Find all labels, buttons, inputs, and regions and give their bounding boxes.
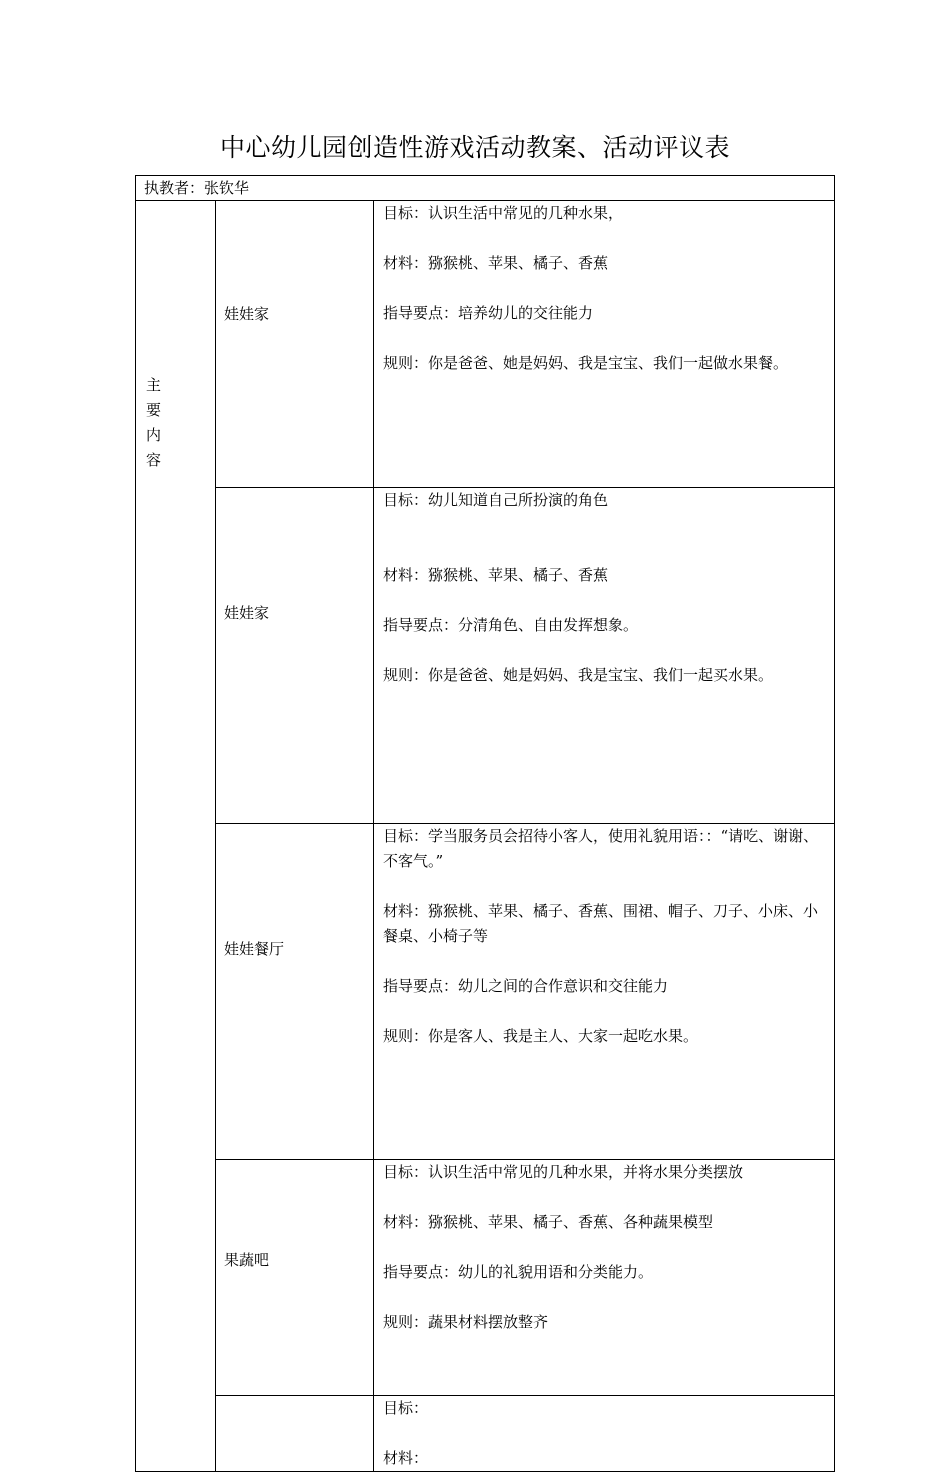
activity-row — [136, 488, 835, 824]
activity-goal: 目标：认识生活中常见的几种水果， — [383, 204, 624, 222]
activity-name: 娃娃家 — [216, 488, 374, 824]
document-title: 中心幼儿园创造性游戏活动教案、活动评议表 — [219, 133, 730, 162]
activity-details — [374, 1160, 835, 1396]
activity-goal: 目标：学当服务员会招待小客人，使用礼貌用语：：“请吃、谢谢、不客气。” — [383, 827, 819, 870]
activity-material: 材料： — [383, 1449, 429, 1467]
activity-material: 材料：猕猴桃、苹果、橘子、香蕉 — [383, 566, 609, 584]
lesson-plan-table — [135, 175, 835, 1472]
activity-row — [136, 201, 835, 488]
activity-details — [374, 824, 835, 1160]
activity-guidance: 指导要点：分清角色、自由发挥想象。 — [383, 616, 639, 634]
activity-rule: 规则：蔬果材料摆放整齐 — [383, 1313, 549, 1331]
activity-name: 果蔬吧 — [216, 1160, 374, 1396]
activity-guidance: 指导要点：幼儿的礼貌用语和分类能力。 — [383, 1263, 654, 1281]
activity-row — [136, 1160, 835, 1396]
activity-row — [136, 824, 835, 1160]
activity-name: 娃娃餐厅 — [216, 824, 374, 1160]
activity-name: 娃娃家 — [216, 201, 374, 488]
teacher-cell: 执教者：张钦华 — [136, 176, 835, 201]
activity-details — [374, 201, 835, 488]
main-content-label-cell — [136, 201, 216, 1472]
activity-row — [136, 1396, 835, 1472]
teacher-row — [136, 176, 835, 201]
activity-rule: 规则：你是客人、我是主人、大家一起吃水果。 — [383, 1027, 699, 1045]
activity-guidance: 指导要点：幼儿之间的合作意识和交往能力 — [383, 977, 669, 995]
activity-rule: 规则：你是爸爸、她是妈妈、我是宝宝、我们一起买水果。 — [383, 666, 774, 684]
activity-details — [374, 488, 835, 824]
activity-guidance: 指导要点：培养幼儿的交往能力 — [383, 304, 594, 322]
activity-material: 材料：猕猴桃、苹果、橘子、香蕉 — [383, 254, 609, 272]
main-content-label: 主 要 内 容 — [146, 376, 162, 469]
activity-rule: 规则：你是爸爸、她是妈妈、我是宝宝、我们一起做水果餐。 — [383, 354, 789, 372]
activity-name — [216, 1396, 374, 1472]
activity-goal: 目标： — [383, 1399, 429, 1417]
activity-material: 材料：猕猴桃、苹果、橘子、香蕉、围裙、帽子、刀子、小床、小餐桌、小椅子等 — [383, 902, 819, 945]
activity-goal: 目标：认识生活中常见的几种水果，并将水果分类摆放 — [383, 1163, 744, 1181]
activity-material: 材料：猕猴桃、苹果、橘子、香蕉、各种蔬果模型 — [383, 1213, 714, 1231]
activity-details — [374, 1396, 835, 1472]
activity-goal: 目标：幼儿知道自己所扮演的角色 — [383, 491, 609, 509]
